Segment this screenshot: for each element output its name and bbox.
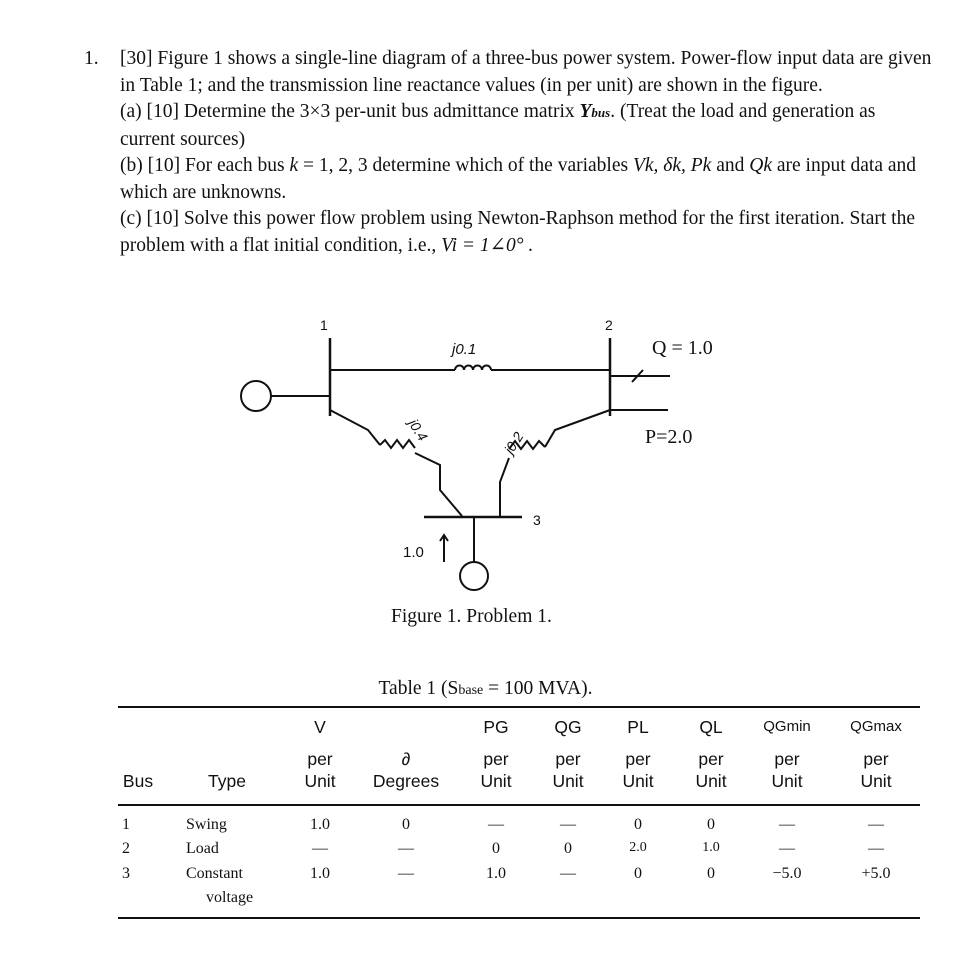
header-v-unit: Unit — [304, 771, 336, 791]
row2-pg: 0 — [492, 840, 500, 857]
header-qgmin-unit: Unit — [771, 771, 803, 791]
row3-bus: 3 — [122, 865, 130, 882]
part-a-pre: (a) [10] Determine the 3×3 per-unit bus admittance matrix — [120, 101, 580, 122]
header-qgmax-per: per — [863, 749, 889, 769]
line23-reactance-label: j0.2 — [500, 428, 527, 457]
header-delta-symbol: ∂ — [401, 749, 411, 769]
header-pl-symbol: PL — [627, 717, 649, 737]
line12-inductor-icon — [455, 366, 491, 371]
bus2-p-label: P=2.0 — [645, 426, 693, 448]
ybus-symbol: Y — [579, 101, 592, 122]
part-c-text: (c) [10] Solve this power flow problem using Newton-Raphson method for the first iteration. Start the problem with a flat initial condition, i.e., — [120, 208, 916, 256]
line23-upper — [545, 410, 610, 447]
row2-pl: 2.0 — [629, 840, 647, 855]
row1-delta: 0 — [402, 816, 410, 833]
problem-statement — [84, 46, 934, 259]
row3-ql: 0 — [707, 865, 715, 882]
part-b-and: and — [711, 155, 750, 176]
bus1-label: 1 — [320, 317, 328, 333]
row2-qgmax: — — [868, 840, 884, 857]
row2-qg: 0 — [564, 840, 572, 857]
problem-number: 1. — [84, 48, 99, 69]
ybus-subscript: bus — [591, 105, 611, 120]
row2-delta: — — [398, 840, 414, 857]
row1-pg: — — [488, 816, 504, 833]
part-b-vars: Vk, δk, Pk — [632, 155, 712, 176]
row1-qgmin: — — [779, 816, 795, 833]
line13-lower — [415, 453, 462, 516]
row1-ql: 0 — [707, 816, 715, 833]
row3-qgmin: −5.0 — [772, 865, 802, 882]
header-type: Type — [208, 771, 246, 791]
header-qg-symbol: QG — [554, 717, 582, 737]
part-a-post: . (Treat the load and generation as current sources) — [120, 101, 876, 150]
header-qgmax — [846, 716, 906, 792]
header-v-symbol: V — [314, 717, 326, 737]
bus2-q-label: Q = 1.0 — [652, 337, 713, 359]
row1-qgmax: — — [868, 816, 884, 833]
table-title-sub: base — [458, 683, 484, 698]
header-ql — [688, 716, 734, 792]
line13-reactance-label: j0.4 — [405, 416, 431, 444]
header-v — [298, 716, 342, 792]
part-b — [120, 153, 934, 206]
header-pg-per: per — [483, 749, 509, 769]
row3-v: 1.0 — [310, 865, 330, 882]
header-qgmax-unit: Unit — [860, 771, 892, 791]
table-title — [0, 678, 971, 700]
header-ql-symbol: QL — [699, 717, 723, 737]
header-qgmin — [758, 716, 816, 792]
header-pl-per: per — [625, 749, 651, 769]
header-ql-unit: Unit — [695, 771, 727, 791]
header-v-per: per — [307, 749, 333, 769]
figure-caption: Figure 1. Problem 1. — [391, 606, 552, 627]
row2-v: — — [312, 840, 328, 857]
header-delta-unit: Degrees — [372, 771, 440, 791]
bus3-label: 3 — [533, 512, 541, 528]
header-pg — [473, 716, 519, 792]
header-pl — [615, 716, 661, 792]
row3-qgmax: +5.0 — [861, 865, 891, 882]
part-b-mid: = 1, 2, 3 determine which of the variables — [298, 155, 633, 176]
header-qg-per: per — [555, 749, 581, 769]
table-title-post: = 100 MVA). — [483, 678, 593, 699]
table-title-pre: Table 1 (S — [378, 678, 459, 699]
part-b-q: Qk — [749, 155, 772, 176]
row2-bus: 2 — [122, 840, 130, 857]
row1-v: 1.0 — [310, 816, 330, 833]
row3-delta: — — [398, 865, 414, 882]
header-qgmin-per: per — [774, 749, 800, 769]
line23-lower — [500, 458, 509, 516]
row1-qg: — — [560, 816, 576, 833]
line12-reactance-label: j0.1 — [452, 341, 477, 358]
header-pg-unit: Unit — [480, 771, 512, 791]
row2-ql: 1.0 — [702, 840, 720, 855]
row1-type: Swing — [186, 816, 227, 833]
part-c — [120, 206, 934, 259]
part-b-pre: (b) [10] For each bus — [120, 155, 290, 176]
row3-type-line2: voltage — [206, 889, 254, 906]
row2-qgmin: — — [779, 840, 795, 857]
part-b-k: k — [289, 155, 299, 176]
table-bottom-rule — [118, 917, 920, 919]
table-top-rule — [118, 706, 920, 708]
table-header-rule — [118, 804, 920, 806]
row3-pg: 1.0 — [486, 865, 506, 882]
bus3-generator-icon — [460, 562, 488, 590]
part-b-post: are input data and which are unknowns. — [120, 155, 917, 203]
row2-type: Load — [186, 840, 219, 857]
bus1-generator-icon — [241, 381, 271, 411]
row3-type: Constant — [186, 865, 243, 882]
header-pg-symbol: PG — [483, 717, 509, 737]
line13-upper — [330, 410, 380, 445]
single-line-diagram — [0, 300, 971, 640]
row3-qg: — — [560, 865, 576, 882]
header-qgmin-symbol: QGmin — [763, 718, 811, 735]
problem-intro: [30] Figure 1 shows a single-line diagram of a three-bus power system. Power-flow input data are given in Table 1; and the transmission line reactance values (in per unit) are shown in the figure. — [120, 48, 932, 96]
line13-inductor-icon — [380, 440, 415, 448]
flat-start-formula: Vi = 1∠0° . — [441, 234, 534, 256]
header-qgmax-symbol: QGmax — [850, 718, 902, 735]
bus2-label: 2 — [605, 317, 613, 333]
header-qg — [545, 716, 591, 792]
bus3-voltage-label: 1.0 — [403, 544, 424, 561]
header-bus: Bus — [122, 771, 154, 791]
row1-pl: 0 — [634, 816, 642, 833]
header-ql-per: per — [698, 749, 724, 769]
row1-bus: 1 — [122, 816, 130, 833]
header-delta — [368, 748, 444, 792]
header-qg-unit: Unit — [552, 771, 584, 791]
header-pl-unit: Unit — [622, 771, 654, 791]
row3-pl: 0 — [634, 865, 642, 882]
part-a — [120, 99, 934, 153]
